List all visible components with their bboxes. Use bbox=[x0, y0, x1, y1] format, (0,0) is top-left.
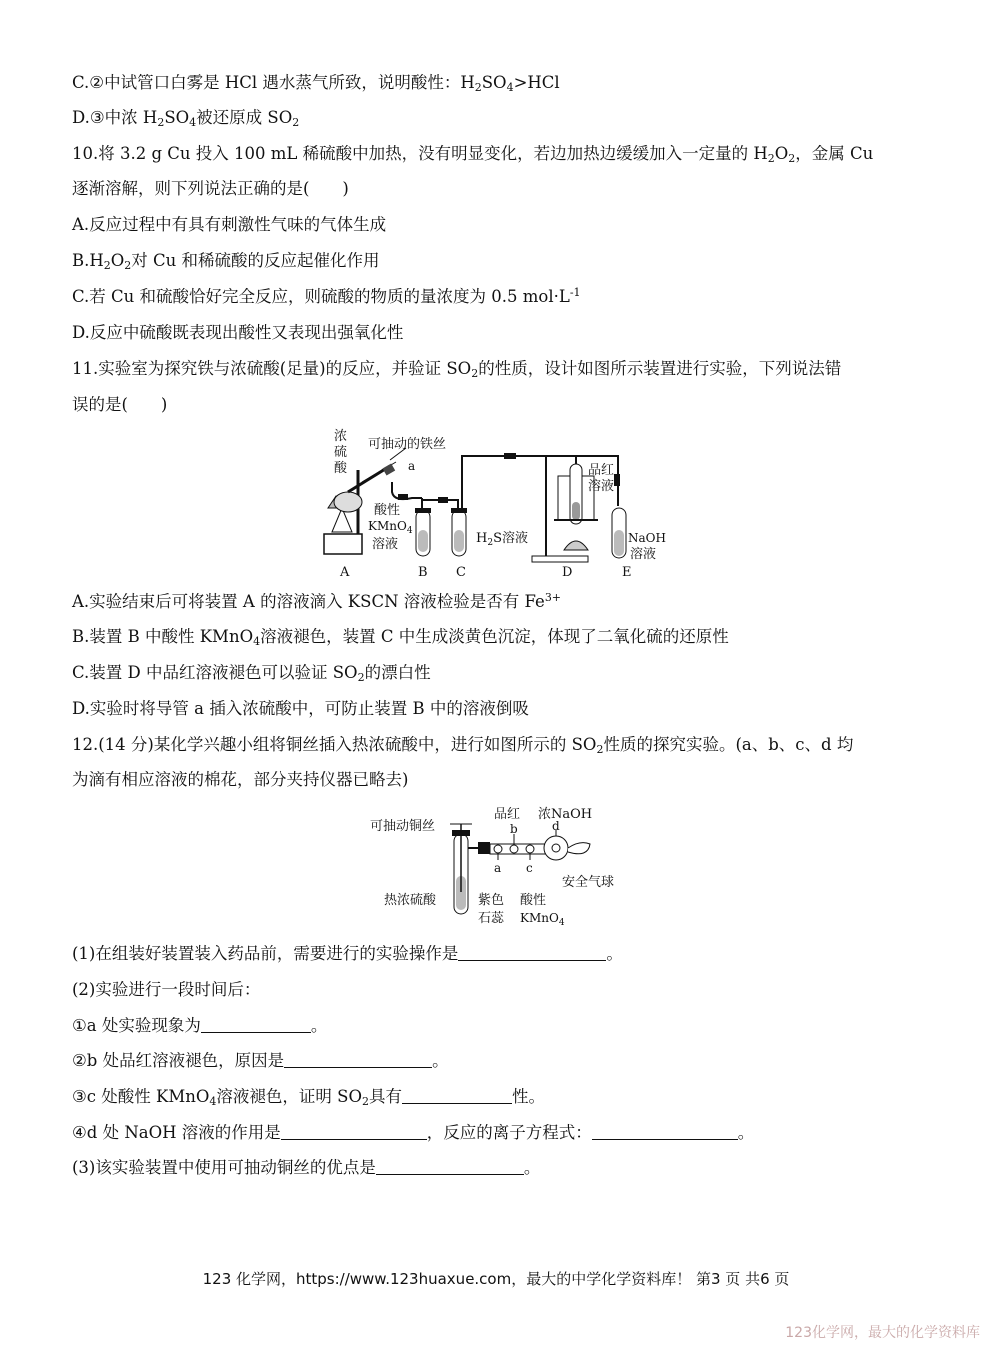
svg-text:B: B bbox=[418, 565, 428, 580]
q12-part1: (1)在组装好装置装入药品前，需要进行的实验操作是 。 bbox=[72, 944, 623, 963]
svg-text:C: C bbox=[456, 565, 466, 580]
svg-text:D: D bbox=[562, 565, 573, 580]
q10-option-a: A.反应过程中有具有刺激性气味的气体生成 bbox=[72, 215, 387, 234]
q11-option-d: D.实验时将导管 a 插入浓硫酸中，可防止装置 B 中的溶液倒吸 bbox=[72, 699, 529, 718]
svg-text:酸: 酸 bbox=[334, 461, 348, 476]
answer-blank[interactable] bbox=[281, 1125, 427, 1140]
q11-option-a: A.实验结束后可将装置 A 的溶液滴入 KSCN 溶液检验是否有 $Fe^{3+}$ bbox=[72, 591, 562, 611]
svg-text:溶液: 溶液 bbox=[588, 479, 615, 494]
svg-text:酸性: 酸性 bbox=[374, 503, 401, 518]
answer-blank[interactable] bbox=[201, 1018, 311, 1033]
q9-option-d: D.③中浓 $H_2SO_4$被还原成 $SO_2$ bbox=[72, 108, 300, 129]
svg-text:品红: 品红 bbox=[494, 807, 521, 822]
q10-option-b: $B.H_2O_2$对 Cu 和稀硫酸的反应起催化作用 bbox=[72, 251, 380, 272]
q12-stem: 12.(14 分)某化学兴趣小组将铜丝插入热浓硫酸中，进行如图所示的 $SO_2$性质的探究实验。(a、b、c、d 均 bbox=[72, 735, 854, 756]
q12-part3: (3)该实验装置中使用可抽动铜丝的优点是 。 bbox=[72, 1158, 541, 1177]
svg-text:a: a bbox=[408, 459, 416, 473]
svg-text:E: E bbox=[622, 565, 632, 580]
svg-text:可抽动铜丝: 可抽动铜丝 bbox=[370, 819, 436, 834]
q9-option-c: C.②中试管口白雾是 HCl 遇水蒸气所致，说明酸性：$H_2SO_4>HCl$ bbox=[72, 73, 560, 94]
svg-text:酸性: 酸性 bbox=[520, 893, 547, 908]
answer-blank[interactable] bbox=[402, 1089, 512, 1104]
q10-stem-cont: 逐渐溶解，则下列说法正确的是( ) bbox=[72, 179, 349, 198]
q10-option-d: D.反应中硫酸既表现出酸性又表现出强氧化性 bbox=[72, 323, 404, 342]
svg-text:KMnO4: KMnO$_4$ bbox=[368, 519, 413, 536]
q12-part2-4: ④d 处 NaOH 溶液的作用是 ，反应的离子方程式： 。 bbox=[72, 1123, 755, 1142]
svg-text:安全气球: 安全气球 bbox=[562, 875, 615, 890]
svg-text:可抽动的铁丝: 可抽动的铁丝 bbox=[368, 437, 447, 452]
q11-option-c: C.装置 D 中品红溶液褪色可以验证 $SO_2$的漂白性 bbox=[72, 663, 431, 684]
q12-part2-3: ③c 处酸性 KMnO$_4$溶液褪色，证明 $SO_2$具有 性。 bbox=[72, 1087, 545, 1108]
svg-text:c: c bbox=[526, 861, 533, 875]
svg-text:硫: 硫 bbox=[334, 445, 348, 460]
answer-blank[interactable] bbox=[284, 1053, 432, 1068]
q12-apparatus-figure bbox=[366, 800, 634, 932]
q12-part2-1: ①a 处实验现象为 。 bbox=[72, 1016, 328, 1035]
svg-text:溶液: 溶液 bbox=[372, 537, 399, 552]
q12-part2-2: ②b 处品红溶液褪色，原因是 。 bbox=[72, 1051, 449, 1070]
q10-option-c: C.若 Cu 和硫酸恰好完全反应，则硫酸的物质的量浓度为 0.5 $mol\cdot L^{-1}$ bbox=[72, 286, 581, 306]
svg-text:NaOH: NaOH bbox=[628, 531, 666, 545]
answer-blank[interactable] bbox=[376, 1160, 524, 1175]
answer-blank[interactable] bbox=[592, 1125, 738, 1140]
svg-text:KMnO4: KMnO$_4$ bbox=[520, 911, 565, 928]
svg-text:品红: 品红 bbox=[588, 463, 615, 478]
svg-text:浓NaOH: 浓NaOH bbox=[538, 807, 593, 822]
q11-stem-cont: 误的是( ) bbox=[72, 395, 168, 414]
answer-blank[interactable] bbox=[458, 946, 606, 961]
svg-text:A: A bbox=[340, 565, 350, 580]
svg-text:热浓硫酸: 热浓硫酸 bbox=[384, 893, 437, 908]
page-footer: 123 化学网，https://www.123huaxue.com，最大的中学化学资料库！ 第3 页 共6 页 bbox=[202, 1270, 790, 1288]
q10-stem: 10.将 3.2 g Cu 投入 100 mL 稀硫酸中加热，没有明显变化，若边加热边缓缓加入一定量的 $H_2O_2$，金属 Cu bbox=[72, 144, 874, 165]
q11-option-b: B.装置 B 中酸性 KMnO$_4$溶液褪色，装置 C 中生成淡黄色沉淀，体现了二氧化硫的还原性 bbox=[72, 627, 729, 648]
watermark: 123化学网，最大的化学资料库 bbox=[785, 1325, 980, 1341]
q11-stem: 11.实验室为探究铁与浓硫酸(足量)的反应，并验证 $SO_2$的性质，设计如图所示装置进行实验，下列说法错 bbox=[72, 359, 842, 380]
svg-text:H2S溶液: $H_2S$溶液 bbox=[476, 531, 528, 548]
q12-part2: (2)实验进行一段时间后： bbox=[72, 980, 261, 999]
q12-stem-cont: 为滴有相应溶液的棉花，部分夹持仪器已略去) bbox=[72, 770, 409, 789]
svg-text:溶液: 溶液 bbox=[630, 547, 657, 562]
svg-text:石蕊: 石蕊 bbox=[478, 911, 505, 926]
svg-text:d: d bbox=[552, 819, 560, 833]
svg-text:a: a bbox=[494, 861, 502, 875]
svg-text:b: b bbox=[510, 822, 518, 836]
q11-apparatus-figure bbox=[318, 426, 690, 584]
svg-text:紫色: 紫色 bbox=[478, 893, 505, 908]
svg-text:浓: 浓 bbox=[334, 429, 348, 444]
